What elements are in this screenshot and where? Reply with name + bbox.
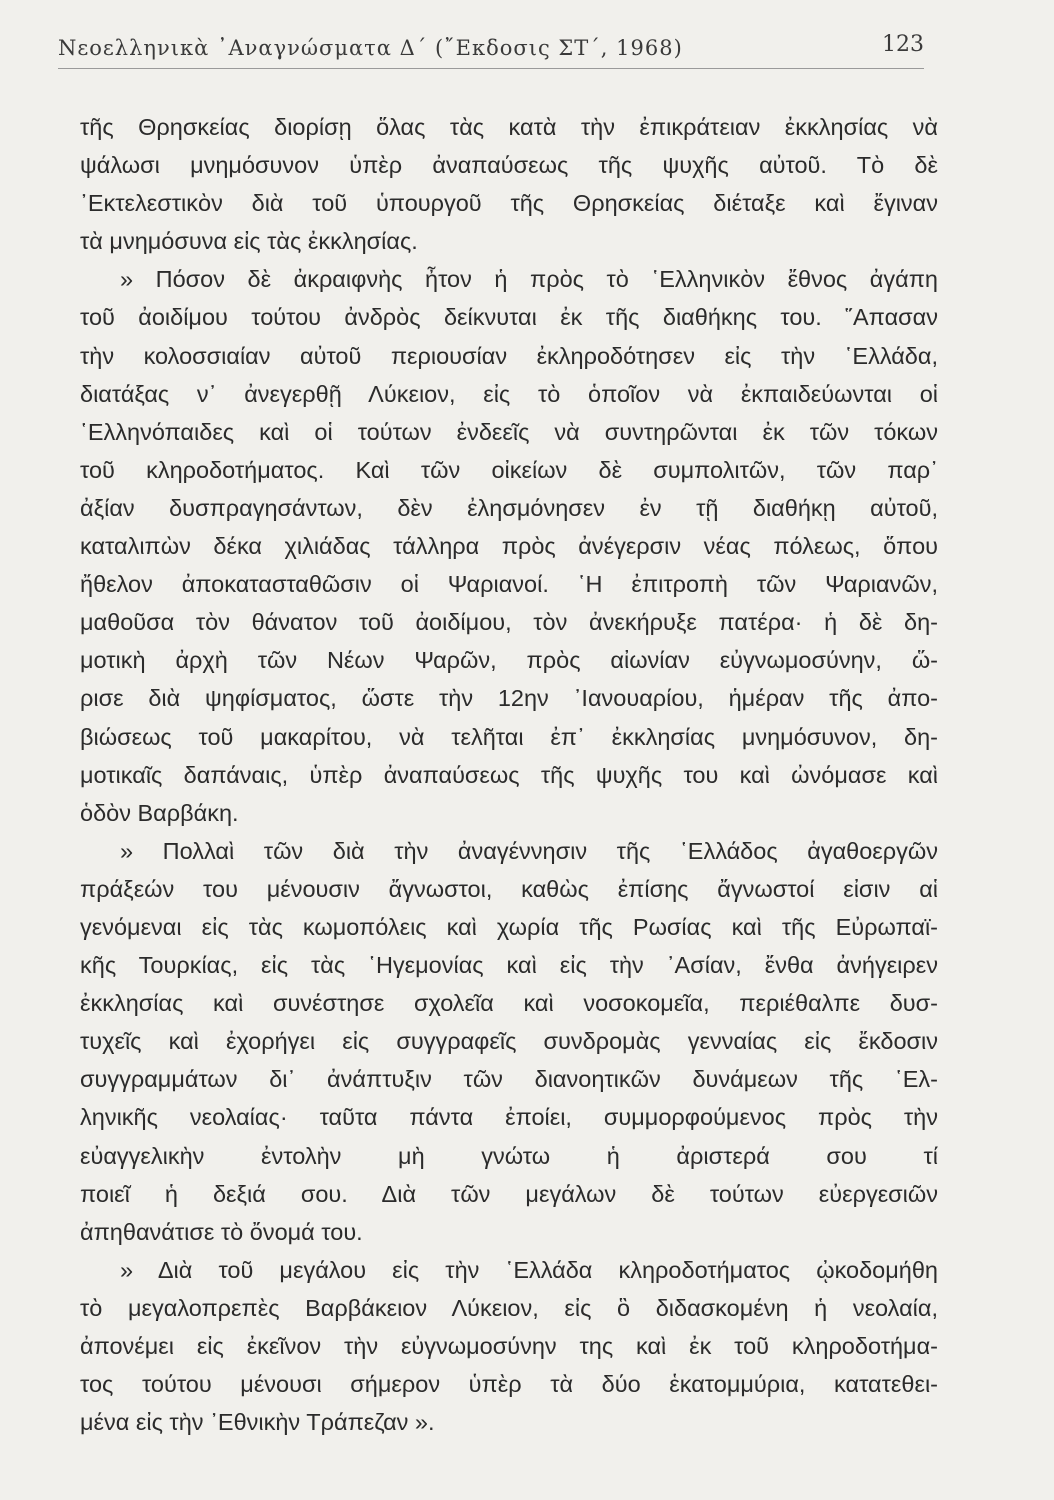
text-line: τος τούτου μένουσι σήμερον ὑπὲρ τὰ δύο ἑκατομμύρια, κατατεθει- xyxy=(80,1371,938,1398)
text-line: ἐκκλησίας καὶ συνέστησε σχολεῖα καὶ νοσοκομεῖα, περιέθαλπε δυσ- xyxy=(80,990,938,1017)
text-line: » Πόσον δὲ ἀκραιφνὴς ἦτον ἡ πρὸς τὸ ῾Ελληνικὸν ἔθνος ἀγάπη xyxy=(120,266,938,293)
text-line: ληνικῆς νεολαίας· ταῦτα πάντα ἐποίει, συμμορφούμενος πρὸς τὴν xyxy=(80,1104,938,1131)
text-line: » Πολλαὶ τῶν διὰ τὴν ἀναγέννησιν τῆς ῾Ελλάδος ἀγαθοεργῶν xyxy=(120,837,938,864)
text-line: τοῦ κληροδοτήματος. Καὶ τῶν οἰκείων δὲ συμπολιτῶν, τῶν παρ᾿ xyxy=(80,456,938,483)
text-line: γενόμεναι εἰς τὰς κωμοπόλεις καὶ χωρία τῆς Ρωσίας καὶ τῆς Εὐρωπαϊ- xyxy=(80,913,938,940)
text-line: εὐαγγελικὴν ἐντολὴν μὴ γνώτω ἡ ἀριστερά σου τί xyxy=(80,1142,938,1169)
text-line: μαθοῦσα τὸν θάνατον τοῦ ἀοιδίμου, τὸν ἀνεκήρυξε πατέρα· ἡ δὲ δη- xyxy=(80,609,938,636)
text-line: ἀξίαν δυσπραγησάντων, δὲν ἐλησμόνησεν ἐν τῇ διαθήκῃ αὐτοῦ, xyxy=(80,494,938,521)
text-line: μοτικαῖς δαπάναις, ὑπὲρ ἀναπαύσεως τῆς ψυχῆς του καὶ ὠνόμασε καὶ xyxy=(80,761,938,788)
text-line: ψάλωσι μνημόσυνον ὑπὲρ ἀναπαύσεως τῆς ψυχῆς αὐτοῦ. Τὸ δὲ xyxy=(80,152,938,179)
text-line: συγγραμμάτων δι᾿ ἀνάπτυξιν τῶν διανοητικῶν δυνάμεων τῆς ῾Ελ- xyxy=(80,1066,938,1093)
running-head xyxy=(58,30,924,66)
text-line: τὸ μεγαλοπρεπὲς Βαρβάκειον Λύκειον, εἰς ὃ διδασκομένη ἡ νεολαία, xyxy=(80,1294,938,1321)
text-line: » Διὰ τοῦ μεγάλου εἰς τὴν ῾Ελλάδα κληροδοτήματος ᾠκοδομήθη xyxy=(120,1256,938,1283)
text-line: τὴν κολοσσιαίαν αὐτοῦ περιουσίαν ἐκληροδότησεν εἰς τὴν ῾Ελλάδα, xyxy=(80,342,938,369)
text-line: βιώσεως τοῦ μακαρίτου, νὰ τελῆται ἐπ᾿ ἐκκλησίας μνημόσυνον, δη- xyxy=(80,723,938,750)
text-line: ρισε διὰ ψηφίσματος, ὥστε τὴν 12ην ᾿Ιανουαρίου, ἡμέραν τῆς ἀπο- xyxy=(80,685,938,712)
body-text xyxy=(80,108,938,1441)
text-line: μοτικὴ ἀρχὴ τῶν Νέων Ψαρῶν, πρὸς αἰωνίαν εὐγνωμοσύνην, ὥ- xyxy=(80,647,938,674)
text-line: ἤθελον ἀποκατασταθῶσιν οἱ Ψαριανοί. ῾Η ἐπιτροπὴ τῶν Ψαριανῶν, xyxy=(80,571,938,598)
text-line: ἀπονέμει εἰς ἐκεῖνον τὴν εὐγνωμοσύνην της καὶ ἐκ τοῦ κληροδοτήμα- xyxy=(80,1333,938,1359)
text-line: πράξεών του μένουσιν ἄγνωστοι, καθὼς ἐπίσης ἄγνωστοί εἰσιν αἱ xyxy=(80,875,938,902)
text-line: τοῦ ἀοιδίμου τούτου ἀνδρὸς δείκνυται ἐκ τῆς διαθήκης του. ῞Απασαν xyxy=(80,304,938,331)
header-rule xyxy=(58,68,924,69)
text-line: μένα εἰς τὴν ᾿Εθνικὴν Τράπεζαν ». xyxy=(80,1409,435,1436)
text-line: ποιεῖ ἡ δεξιά σου. Διὰ τῶν μεγάλων δὲ τούτων εὐεργεσιῶν xyxy=(80,1180,938,1207)
page-number: 123 xyxy=(882,32,924,57)
text-line: κῆς Τουρκίας, εἰς τὰς ῾Ηγεμονίας καὶ εἰς τὴν ᾿Ασίαν, ἔνθα ἀνήγειρεν xyxy=(80,952,938,979)
text-line: διατάξας ν᾿ ἀνεγερθῇ Λύκειον, εἰς τὸ ὁποῖον νὰ ἐκπαιδεύωνται οἱ xyxy=(80,380,938,407)
running-title: Νεοελληνικὰ ᾿Αναγνώσματα Δ΄ (῎Εκδοσις ΣΤ΄, 1968) xyxy=(58,36,683,60)
text-line: ῾Ελληνόπαιδες καὶ οἱ τούτων ἐνδεεῖς νὰ συντηρῶνται ἐκ τῶν τόκων xyxy=(80,418,938,445)
text-line: τῆς Θρησκείας διορίσῃ ὅλας τὰς κατὰ τὴν ἐπικράτειαν ἐκκλησίας νὰ xyxy=(80,114,938,140)
text-line: καταλιπὼν δέκα χιλιάδας τάλληρα πρὸς ἀνέγερσιν νέας πόλεως, ὅπου xyxy=(80,533,938,560)
text-line: ᾿Εκτελεστικὸν διὰ τοῦ ὑπουργοῦ τῆς Θρησκείας διέταξε καὶ ἔγιναν xyxy=(80,190,938,217)
text-line: ὁδὸν Βαρβάκη. xyxy=(80,799,239,826)
text-line: ἀπηθανάτισε τὸ ὄνομά του. xyxy=(80,1218,363,1245)
text-line: τὰ μνημόσυνα εἰς τὰς ἐκκλησίας. xyxy=(80,228,418,255)
text-line: τυχεῖς καὶ ἐχορήγει εἰς συγγραφεῖς συνδρομὰς γενναίας εἰς ἔκδοσιν xyxy=(80,1028,938,1055)
